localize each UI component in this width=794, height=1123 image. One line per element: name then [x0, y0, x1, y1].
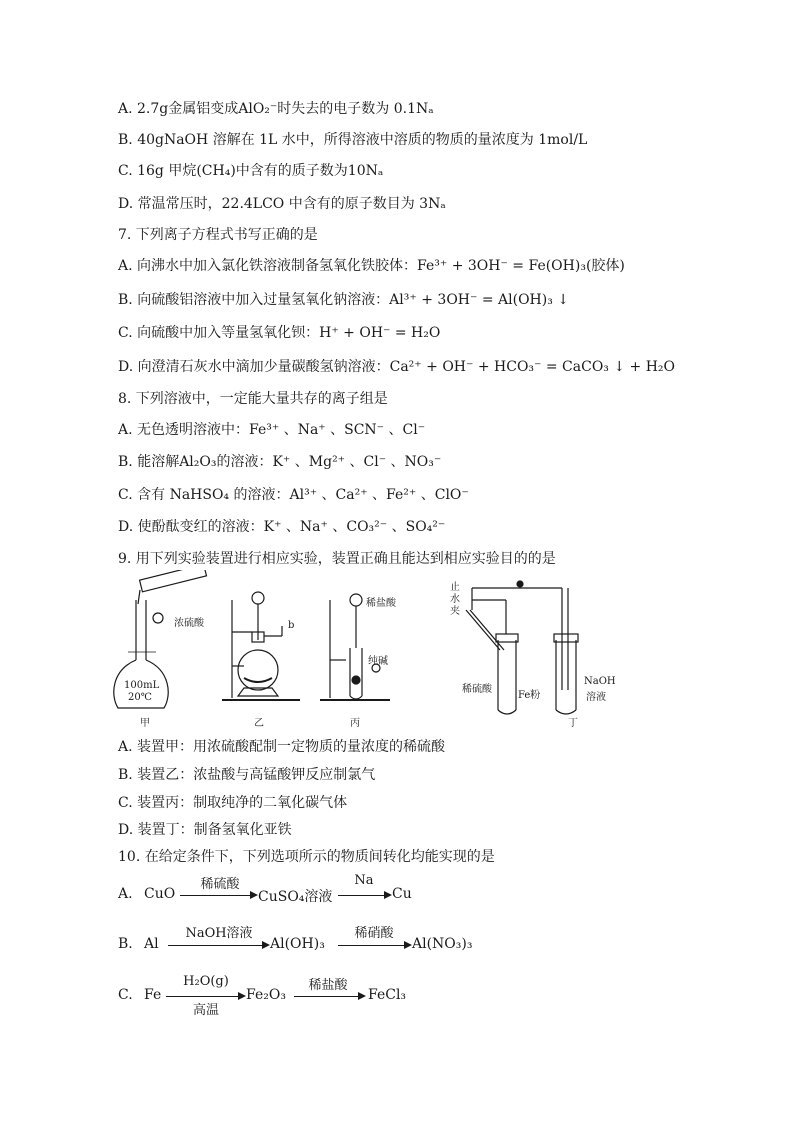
q7-option-b: B. 向硫酸铝溶液中加入过量氢氧化钠溶液：Al³⁺ + 3OH⁻ = Al(OH)₃ ↓ [118, 292, 570, 308]
q10-a-s2: CuSO₄溶液 [258, 889, 333, 905]
q10-c-arrow1 [166, 996, 244, 997]
q6-option-a: A. 2.7g金属铝变成AlO₂⁻时失去的电子数为 0.1Nₐ [118, 101, 434, 117]
q7-option-c: C. 向硫酸中加入等量氢氧化钡：H⁺ + OH⁻ = H₂O [118, 325, 441, 341]
label-ding: 丁 [568, 718, 578, 729]
q10-b-label: B. [118, 936, 133, 952]
q9-option-d: D. 装置丁：制备氢氧化亚铁 [118, 822, 292, 838]
label-b: b [288, 620, 295, 631]
q10-b-s2: Al(OH)₃ [270, 936, 325, 952]
apparatus-yi [222, 592, 300, 700]
label-dilute-h2so4: 稀硫酸 [462, 684, 492, 695]
q8-option-c: C. 含有 NaHSO₄ 的溶液：Al³⁺ 、Ca²⁺ 、Fe²⁺ 、ClO⁻ [118, 487, 469, 503]
q10-c-arrow2 [294, 996, 364, 997]
q10-b-s1: Al [144, 936, 159, 952]
q10-b-s3: Al(NO₃)₃ [412, 936, 473, 952]
label-dilute-hcl: 稀盐酸 [366, 598, 396, 609]
q7-option-d: D. 向澄清石灰水中滴加少量碳酸氢钠溶液：Ca²⁺ + OH⁻ + HCO₃⁻ = CaCO₃ ↓ + H₂O [118, 359, 676, 375]
label-naoh: NaOH [584, 676, 616, 687]
q9-option-b: B. 装置乙：浓盐酸与高锰酸钾反应制氯气 [118, 767, 376, 783]
q10-c-s3: FeCl₃ [368, 987, 407, 1003]
q10-a-arrow1 [180, 895, 256, 896]
label-flask-temp: 20℃ [128, 692, 152, 703]
q9-option-c: C. 装置丙：制取纯净的二氧化碳气体 [118, 795, 348, 811]
apparatus-bing [320, 594, 390, 700]
label-jia: 甲 [140, 718, 150, 729]
q10-b-c2: 稀硝酸 [354, 926, 394, 941]
q7-stem: 7. 下列离子方程式书写正确的是 [118, 227, 318, 243]
q10-c-s2: Fe₂O₃ [246, 987, 286, 1003]
q8-option-d: D. 使酚酞变红的溶液：K⁺ 、Na⁺ 、CO₃²⁻ 、SO₄²⁻ [118, 519, 446, 535]
q10-c-c2: 稀盐酸 [308, 978, 348, 993]
label-soda: 纯碱 [368, 656, 388, 667]
q8-stem: 8. 下列溶液中，一定能大量共存的离子组是 [118, 391, 388, 407]
q10-a-c2: Na [354, 873, 374, 888]
label-clamp: 止水夹 [450, 582, 460, 617]
label-flask-volume: 100mL [124, 680, 160, 691]
label-fe-powder: Fe粉 [518, 690, 541, 701]
q10-a-arrow2 [338, 895, 390, 896]
q8-option-a: A. 无色透明溶液中：Fe³⁺ 、Na⁺ 、SCN⁻ 、Cl⁻ [118, 422, 426, 438]
q6-option-d: D. 常温常压时，22.4LCO 中含有的原子数目为 3Nₐ [118, 196, 446, 212]
q10-a-label: A. [118, 886, 133, 902]
q6-option-b: B. 40gNaOH 溶解在 1L 水中，所得溶液中溶质的物质的量浓度为 1mol/L [118, 132, 588, 148]
label-yi: 乙 [254, 718, 264, 729]
q10-c-c1b: 高温 [192, 1003, 219, 1018]
q10-b-arrow2 [338, 945, 410, 946]
label-conc-acid: 浓硫酸 [174, 618, 204, 629]
q7-option-a: A. 向沸水中加入氯化铁溶液制备氢氧化铁胶体：Fe³⁺ + 3OH⁻ = Fe(OH)₃(胶体) [118, 258, 625, 274]
q10-a-s3: Cu [392, 886, 412, 902]
q10-c-label: C. [118, 987, 133, 1003]
q10-a-s1: CuO [144, 886, 176, 902]
q10-a-c1: 稀硫酸 [200, 877, 240, 892]
q10-stem: 10. 在给定条件下，下列选项所示的物质间转化均能实现的是 [118, 849, 495, 865]
q10-b-c1: NaOH溶液 [185, 926, 253, 941]
q9-option-a: A. 装置甲：用浓硫酸配制一定物质的量浓度的稀硫酸 [118, 739, 446, 755]
q9-stem: 9. 用下列实验装置进行相应实验，装置正确且能达到相应实验目的的是 [118, 551, 556, 567]
q10-b-arrow1 [168, 945, 268, 946]
label-bing: 丙 [350, 718, 360, 729]
q8-option-b: B. 能溶解Al₂O₃的溶液：K⁺ 、Mg²⁺ 、Cl⁻ 、NO₃⁻ [118, 454, 442, 470]
q10-c-s1: Fe [144, 987, 162, 1003]
q10-c-c1: H₂O(g) [183, 974, 229, 989]
apparatus-figure [0, 570, 794, 730]
q6-option-c: C. 16g 甲烷(CH₄)中含有的质子数为10Nₐ [118, 163, 384, 179]
label-solution: 溶液 [586, 692, 606, 703]
